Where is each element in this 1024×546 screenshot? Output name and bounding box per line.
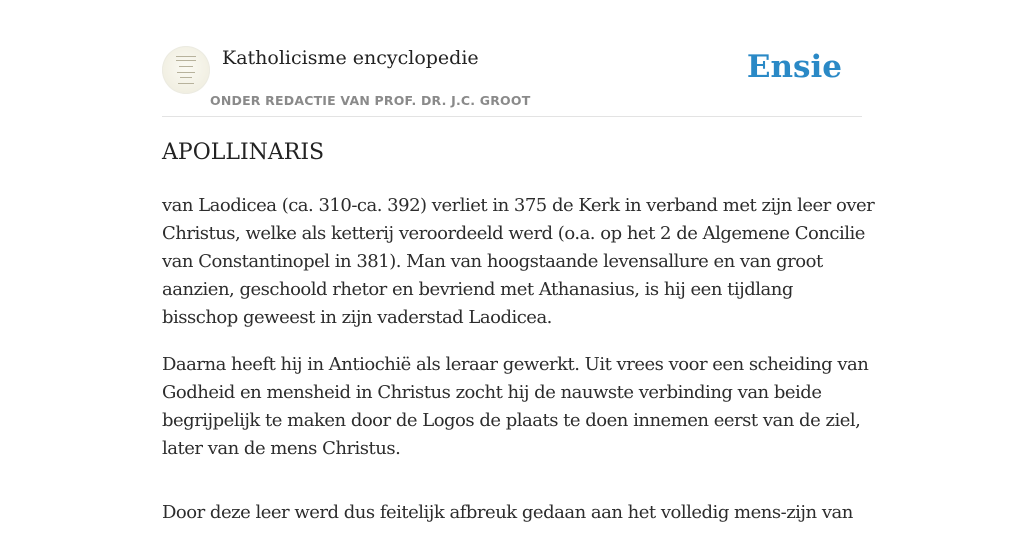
paragraph-line: later van de mens Christus. — [162, 438, 401, 459]
article-paragraph — [162, 499, 862, 527]
article-headword: APOLLINARIS — [162, 140, 325, 165]
paragraph-line: begrijpelijk te maken door de Logos de plaats te doen innemen eerst van de ziel, — [162, 410, 861, 431]
paragraph-line: Godheid en mensheid in Christus zocht hij de nauwste verbinding van beide — [162, 382, 822, 403]
article-paragraph — [162, 192, 875, 332]
article-body — [162, 192, 875, 546]
book-title[interactable]: Katholicisme encyclopedie — [222, 47, 479, 69]
article-paragraph — [162, 351, 869, 463]
ensie-logo[interactable]: Ensie — [746, 49, 842, 85]
book-header — [162, 44, 862, 117]
paragraph-line: Daarna heeft hij in Antiochië als leraar gewerkt. Uit vrees voor een scheiding van — [162, 354, 869, 375]
paragraph-line: van Constantinopel in 381). Man van hoogstaande levensallure en van groot — [162, 251, 823, 272]
paragraph-line: Door deze leer werd dus feitelijk afbreuk gedaan aan het volledig mens-zijn van — [162, 502, 853, 523]
book-editor-subtitle: ONDER REDACTIE VAN PROF. DR. J.C. GROOT — [210, 93, 531, 108]
paragraph-line: aanzien, geschoold rhetor en bevriend met Athanasius, is hij een tijdlang — [162, 279, 793, 300]
paragraph-line: van Laodicea (ca. 310-ca. 392) verliet in 375 de Kerk in verband met zijn leer over — [162, 195, 875, 216]
paragraph-line: bisschop geweest in zijn vaderstad Laodicea. — [162, 307, 552, 328]
paragraph-line: Christus, welke als ketterij veroordeeld werd (o.a. op het 2 de Algemene Concilie — [162, 223, 865, 244]
book-cover-icon[interactable] — [162, 46, 210, 94]
